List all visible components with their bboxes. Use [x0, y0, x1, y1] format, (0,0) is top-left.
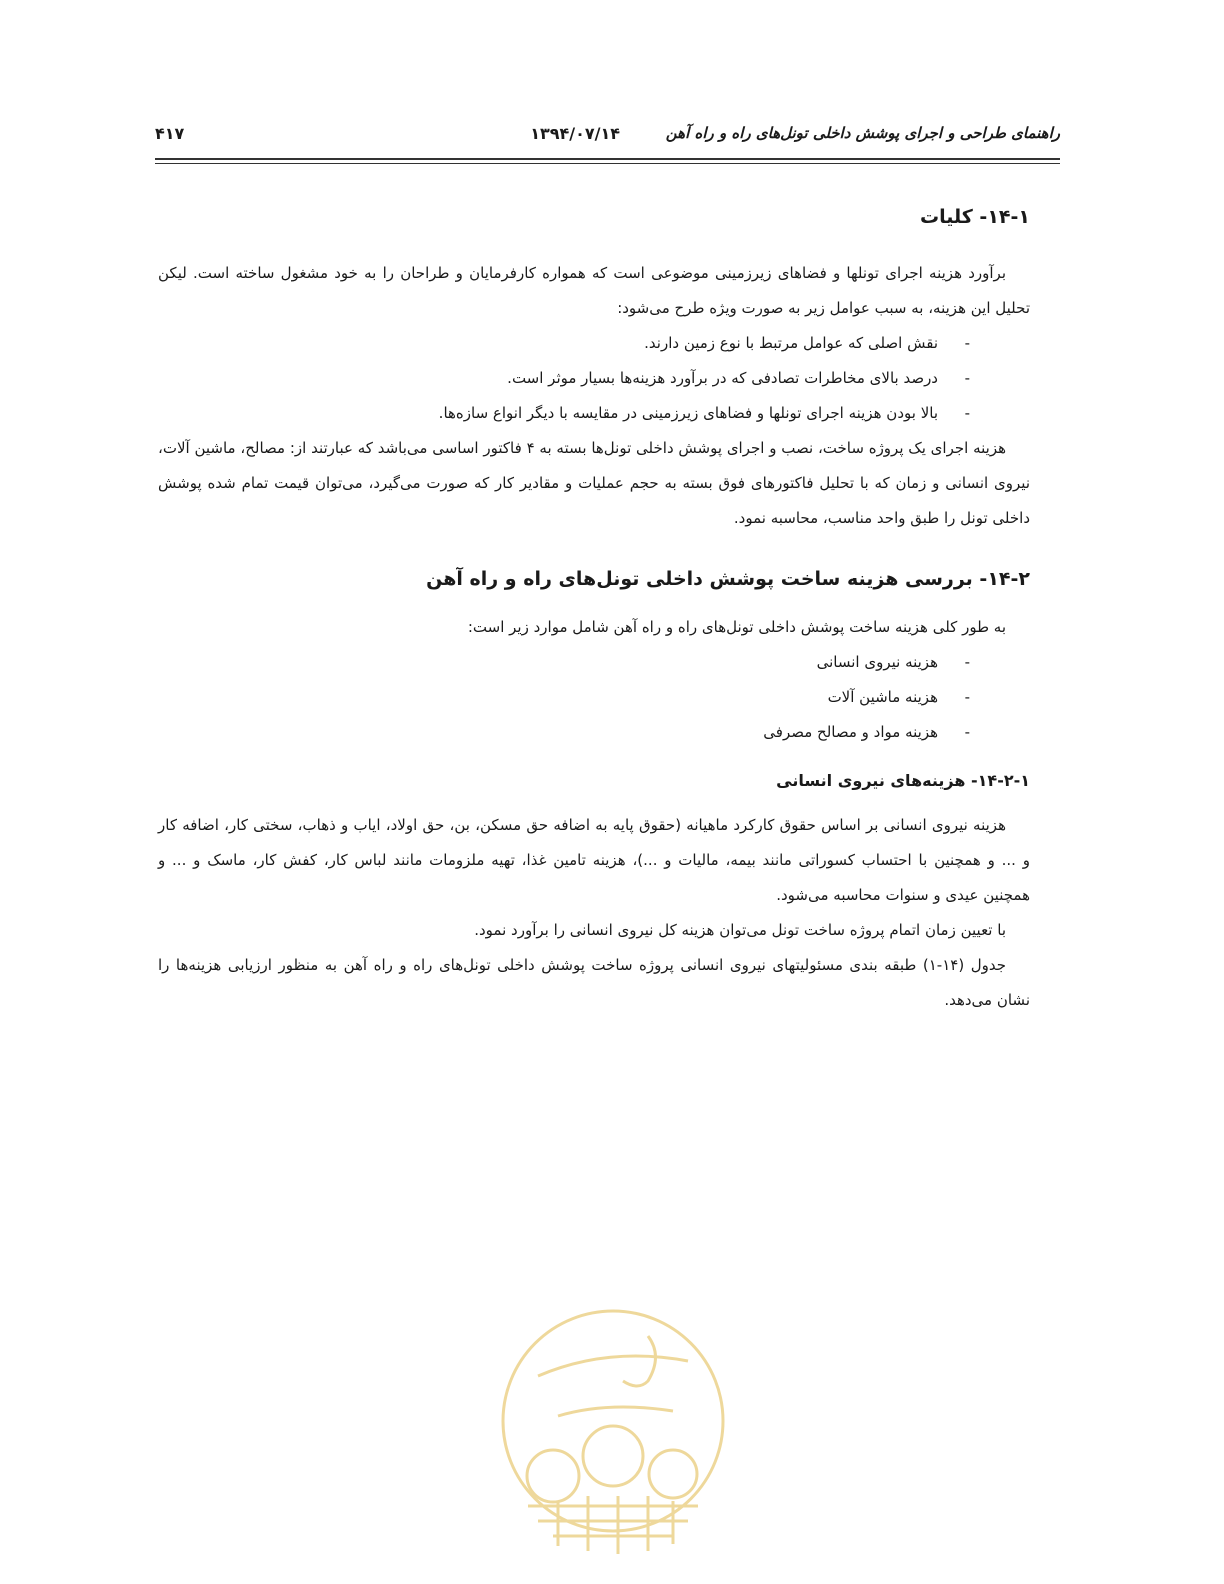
list-item: - هزینه نیروی انسانی	[816, 653, 970, 671]
section3-paragraph-3: جدول (۱۴-۱) طبقه بندی مسئولیتهای نیروی انسانی پروژه ساخت پوشش داخلی تونل‌های راه و راه آهن به منظور ارزیابی هزینه‌ها را نشان می‌دهد.	[158, 956, 1030, 1009]
page-content	[158, 200, 1030, 1018]
page-number: ۴۱۷	[155, 124, 185, 143]
section1-bullet-list	[158, 326, 1030, 431]
publisher-seal-watermark	[498, 1306, 728, 1584]
list-item: - هزینه مواد و مصالح مصرفی	[763, 723, 970, 741]
list-item: - بالا بودن هزینه اجرای تونلها و فضاهای زیرزمینی در مقایسه با دیگر انواع سازه‌ها.	[438, 404, 970, 422]
section1-paragraph-2: هزینه اجرای یک پروژه ساخت، نصب و اجرای پوشش داخلی تونل‌ها بسته به ۴ فاکتور اساسی می‌باشد که عبارتند از: مصالح، ماشین آلات، نیروی انسانی و زمان که با تحلیل فاکتورهای فوق بسته به حجم عملیات و مقادیر کار که صورت می‌گیرد، می‌توان قیمت تمام شده پوشش داخلی تونل را طبق واحد مناسب، محاسبه نمود.	[158, 439, 1030, 527]
section-heading-general: ۱۴-۱- کلیات	[920, 206, 1030, 228]
document-date: ۱۳۹۴/۰۷/۱۴	[530, 124, 620, 143]
list-item: - نقش اصلی که عوامل مرتبط با نوع زمین دارند.	[644, 334, 970, 352]
section2-intro: به طور کلی هزینه ساخت پوشش داخلی تونل‌های راه و راه آهن شامل موارد زیر است:	[467, 618, 1006, 636]
list-item: - درصد بالای مخاطرات تصادفی که در برآورد هزینه‌ها بسیار موثر است.	[507, 369, 970, 387]
section2-bullet-list	[158, 645, 1030, 750]
subsection-heading-labor-costs: ۱۴-۲-۱- هزینه‌های نیروی انسانی	[776, 771, 1030, 790]
page-header	[155, 124, 1060, 154]
section-heading-cost-review: ۱۴-۲- بررسی هزینه ساخت پوشش داخلی تونل‌های راه و راه آهن	[426, 568, 1030, 590]
running-title: راهنمای طراحی و اجرای پوشش داخلی تونل‌های راه و راه آهن	[665, 124, 1060, 142]
section3-paragraph-1: هزینه نیروی انسانی بر اساس حقوق کارکرد ماهیانه (حقوق پایه به اضافه حق مسکن، بن، حق اولاد، ایاب و ذهاب، سختی کار، اضافه کار و ... و همچنین با احتساب کسوراتی مانند بیمه، مالیات و ...)، هزینه تامین غذا، تهیه ملزومات مانند لباس کار، کفش کار، ماسک و ... و همچنین عیدی و سنوات محاسبه می‌شود.	[158, 816, 1030, 904]
section3-paragraph-2: با تعیین زمان اتمام پروژه ساخت تونل می‌توان هزینه کل نیروی انسانی را برآورد نمود.	[474, 921, 1006, 939]
section1-paragraph-1: برآورد هزینه اجرای تونلها و فضاهای زیرزمینی موضوعی است که همواره کارفرمایان و طراحان را به خود مشغول ساخته است. لیکن تحلیل این هزینه، به سبب عوامل زیر به صورت ویژه طرح می‌شود:	[158, 264, 1030, 317]
header-rule-thick	[155, 158, 1060, 160]
list-item: - هزینه ماشین آلات	[827, 688, 970, 706]
header-rule-thin	[155, 163, 1060, 164]
